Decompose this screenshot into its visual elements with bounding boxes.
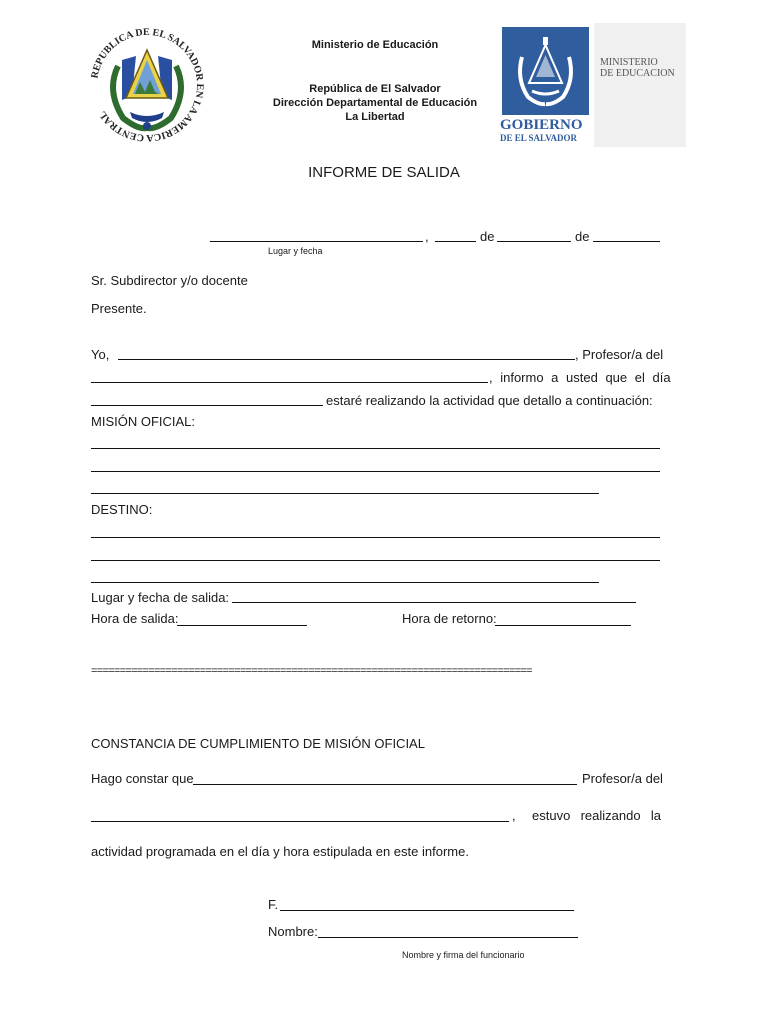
constancia-estuvo-row [532,808,661,823]
gov-ministry-line2: DE EDUCACION [600,68,675,79]
destino-line-3[interactable] [91,582,599,583]
hora-retorno-field[interactable] [495,625,631,626]
mision-line-1[interactable] [91,448,660,449]
constancia-title: CONSTANCIA DE CUMPLIMIENTO DE MISIÓN OFICIAL [91,736,425,751]
institution-field[interactable] [91,382,488,383]
realizando-word: realizando [580,808,641,823]
government-logo [498,23,686,147]
gov-word-gobierno: GOBIERNO [500,117,583,133]
nombre-label: Nombre: [268,924,318,939]
destino-line-2[interactable] [91,560,660,561]
profesor-label: , Profesor/a del [575,347,664,362]
name-field[interactable] [118,359,575,360]
constancia-profesor-label: Profesor/a del [582,771,663,786]
year-field[interactable] [593,241,660,242]
place-date-field[interactable] [210,241,423,242]
destino-line-1[interactable] [91,537,660,538]
informo-label: , informo a usted que el día [489,370,671,385]
firma-label: F. [268,897,279,912]
lugar-salida-field[interactable] [232,602,636,603]
hora-salida-field[interactable] [177,625,307,626]
gov-ministry-line1: MINISTERIO [600,57,658,68]
yo-label: Yo, [91,347,110,362]
lugar-salida-label: Lugar y fecha de salida: [91,590,230,605]
document-title: INFORME DE SALIDA [308,164,460,181]
gov-seal-icon [502,27,589,115]
hora-retorno-label: Hora de retorno: [402,611,497,626]
gov-logo-right-panel [594,23,686,147]
month-field[interactable] [497,241,571,242]
direction-heading: Dirección Departamental de Educación [272,97,478,109]
date-comma: , [425,229,429,244]
ministry-heading: Ministerio de Educación [311,39,439,51]
hora-salida-label: Hora de salida: [91,611,179,626]
firma-caption: Nombre y firma del funcionario [402,950,525,960]
gov-seal-block [502,27,589,115]
destino-label: DESTINO: [91,502,153,517]
day-field[interactable] [435,241,476,242]
gov-logo-left-panel [498,23,593,147]
constancia-name-field[interactable] [193,784,577,785]
constancia-institution-field[interactable] [91,821,509,822]
date-de-1: de [480,229,495,244]
republic-heading: República de El Salvador [309,83,441,95]
department-heading: La Libertad [345,111,405,123]
seal-ring-text: REPUBLICA DE EL SALVADOR EN LA AMERICA CENTRAL [89,26,206,144]
la-word: la [650,808,661,823]
date-de-2: de [575,229,590,244]
estare-label: estaré realizando la actividad que detallo a continuación: [326,393,653,408]
place-date-caption: Lugar y fecha [268,246,323,256]
separator-line: ============================================================================= [91,665,532,677]
constancia-comma: , [512,808,516,823]
activity-day-field[interactable] [91,405,323,406]
firma-field[interactable] [280,910,574,911]
coat-of-arms-seal [88,26,206,144]
mision-line-2[interactable] [91,471,660,472]
mision-oficial-label: MISIÓN OFICIAL: [91,414,196,429]
presente-line: Presente. [91,301,147,316]
mision-line-3[interactable] [91,493,599,494]
nombre-field[interactable] [318,937,578,938]
estuvo-word: estuvo [532,808,571,823]
addressee-line: Sr. Subdirector y/o docente [91,273,248,288]
actividad-programada-text: actividad programada en el día y hora estipulada en este informe. [91,844,469,859]
gov-word-de-el-salvador: DE EL SALVADOR [500,133,578,143]
hago-constar-label: Hago constar que [91,771,194,786]
seal-graphic [88,26,206,144]
